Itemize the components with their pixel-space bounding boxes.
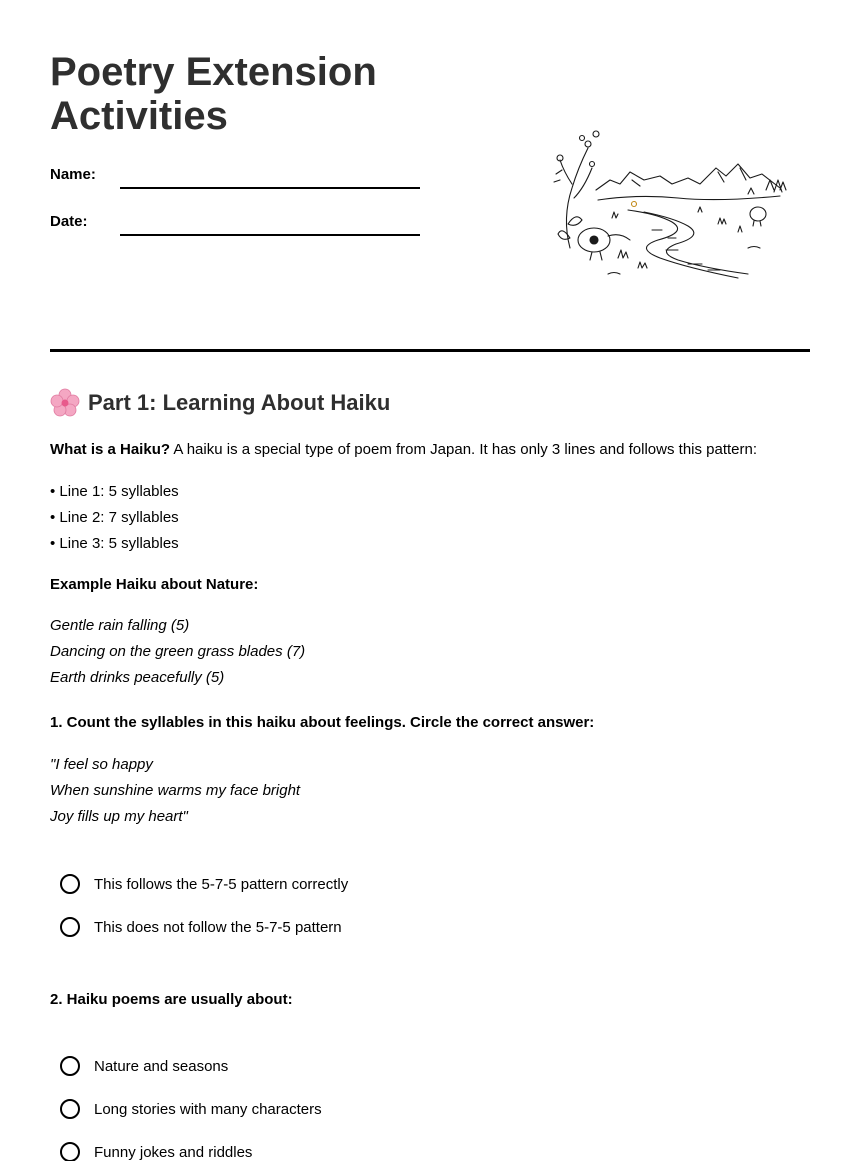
part1-title: Part 1: Learning About Haiku — [88, 390, 391, 415]
example-haiku — [50, 613, 305, 691]
haiku-line: Joy fills up my heart" — [50, 808, 188, 825]
q2-option-nature[interactable] — [60, 1056, 228, 1076]
question-1-poem — [50, 752, 300, 830]
landscape-illustration — [548, 128, 788, 283]
haiku-line: Earth drinks peacefully (5) — [50, 669, 225, 686]
example-heading: Example Haiku about Nature: — [50, 576, 259, 593]
haiku-line: When sunshine warms my face bright — [50, 782, 301, 799]
cherry-blossom-icon — [50, 388, 80, 418]
haiku-line: Gentle rain falling (5) — [50, 617, 190, 634]
question-1-prompt: 1. Count the syllables in this haiku about feelings. Circle the correct answer: — [50, 714, 595, 731]
radio-circle[interactable] — [60, 1142, 80, 1161]
date-label: Date: — [50, 213, 88, 230]
date-field[interactable] — [120, 234, 420, 236]
intro-text: A haiku is a special type of poem from Japan. It has only 3 lines and follows this pattern: — [170, 441, 758, 458]
haiku-intro — [50, 437, 820, 463]
list-item: • Line 2: 7 syllables — [50, 509, 179, 526]
q1-option-incorrect[interactable] — [60, 917, 342, 937]
radio-circle[interactable] — [60, 1056, 80, 1076]
question-2-prompt: 2. Haiku poems are usually about: — [50, 991, 293, 1008]
name-field[interactable] — [120, 187, 420, 189]
section-divider — [50, 349, 810, 352]
q2-option-jokes[interactable] — [60, 1142, 252, 1161]
option-label: This does not follow the 5-7-5 pattern — [94, 918, 342, 936]
q1-option-correct[interactable] — [60, 874, 348, 894]
part1-heading — [50, 388, 390, 418]
list-item: • Line 1: 5 syllables — [50, 483, 179, 500]
list-item: • Line 3: 5 syllables — [50, 535, 179, 552]
intro-question: What is a Haiku? — [50, 441, 171, 458]
name-label: Name: — [50, 166, 96, 183]
radio-circle[interactable] — [60, 874, 80, 894]
q2-option-stories[interactable] — [60, 1099, 322, 1119]
page-title: Poetry Extension Activities — [50, 50, 377, 138]
option-label: This follows the 5-7-5 pattern correctly — [94, 875, 349, 893]
haiku-line: "I feel so happy — [50, 756, 153, 773]
haiku-line: Dancing on the green grass blades (7) — [50, 643, 306, 660]
option-label: Funny jokes and riddles — [94, 1143, 253, 1161]
option-label: Long stories with many characters — [94, 1100, 322, 1118]
pattern-list — [50, 479, 179, 557]
radio-circle[interactable] — [60, 917, 80, 937]
option-label: Nature and seasons — [94, 1057, 229, 1075]
radio-circle[interactable] — [60, 1099, 80, 1119]
